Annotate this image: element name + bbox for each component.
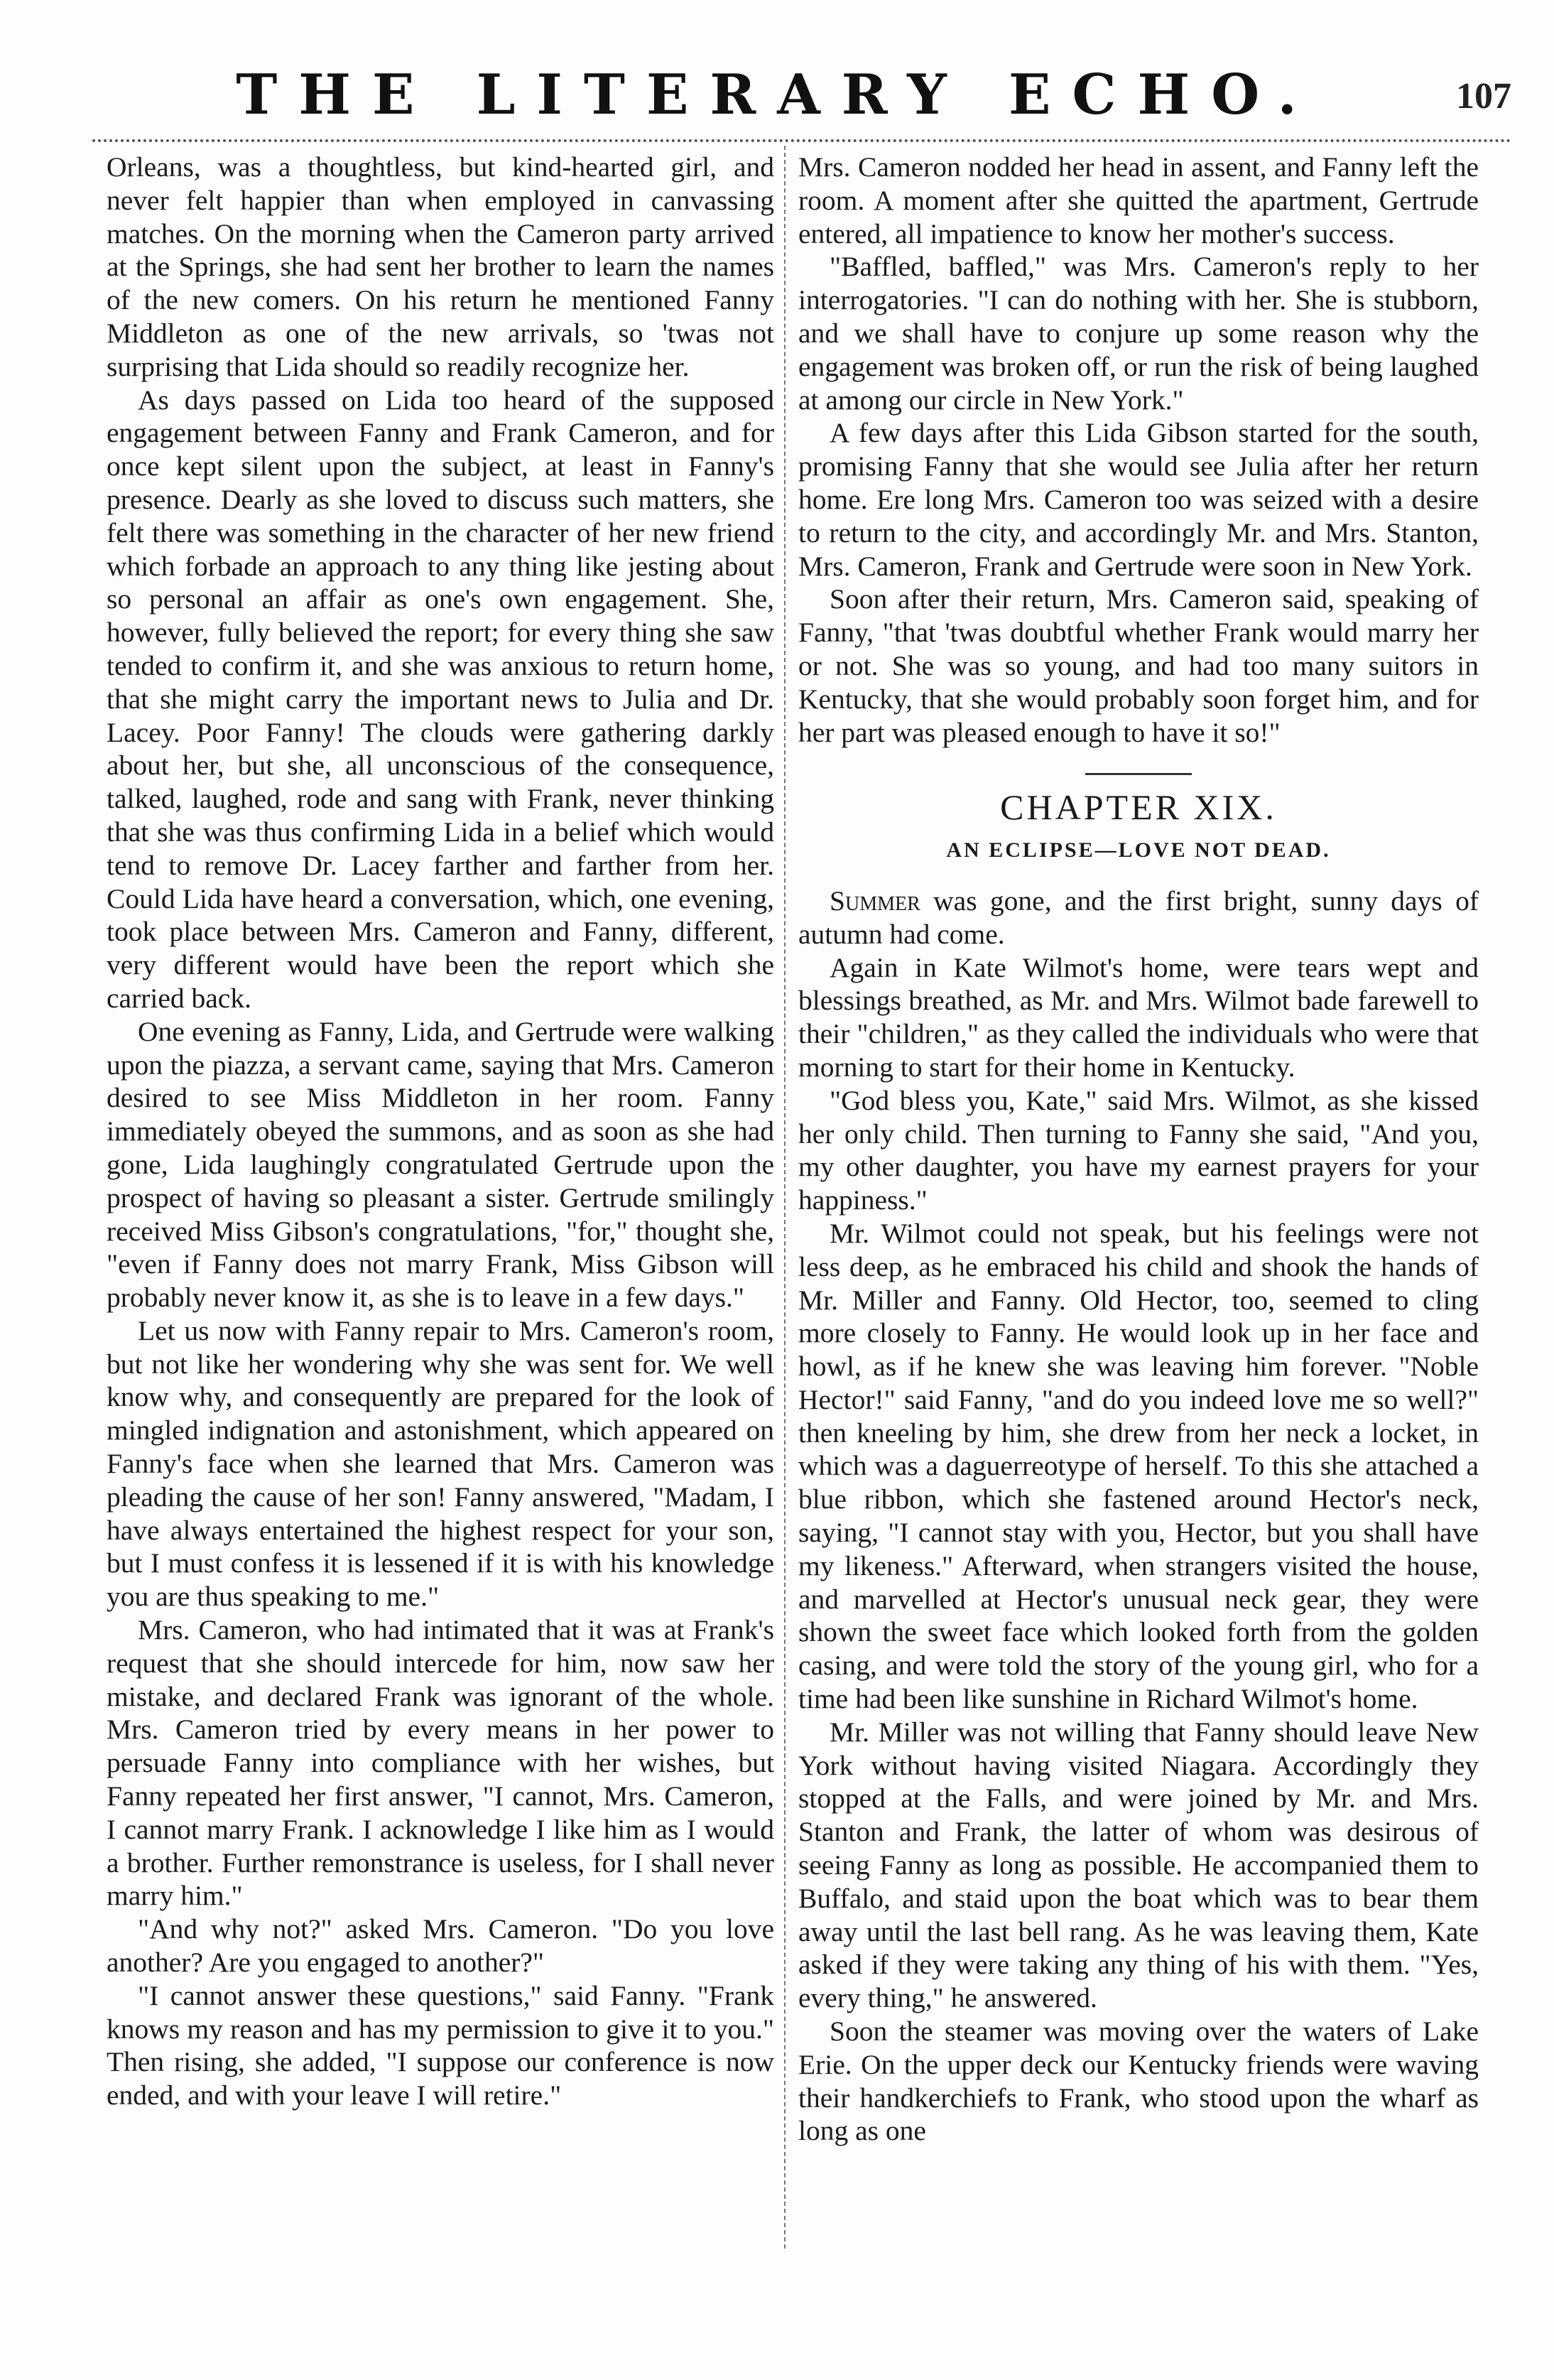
paragraph: Again in Kate Wilmot's home, were tears wept and blessings breathed, as Mr. and Mrs. Wilmot bade farewell to their "children," as they called the individuals who were that morning to start for their home in Kentucky. [798,951,1479,1083]
page-number: 107 [1456,76,1511,117]
chapter-opening-text: was gone, and the first bright, sunny days of autumn had come. [798,885,1479,950]
chapter-opening-paragraph [798,885,1479,951]
paragraph: "Baffled, baffled," was Mrs. Cameron's reply to her interrogatories. "I can do nothing with her. She is stubborn, and we shall have to conjure up some reason why the engagement was broken off, or run the risk of being laughed at among our circle in New York." [798,251,1479,416]
chapter-header [798,773,1479,867]
paragraph: Mrs. Cameron nodded her head in assent, and Fanny left the room. A moment after she quitted the apartment, Gertrude entered, all impatience to know her mother's success. [798,151,1479,249]
left-column [107,151,774,2112]
page-title: THE LITERARY ECHO. [236,63,1318,127]
chapter-opening-word: Summer [830,885,920,916]
paragraph: "And why not?" asked Mrs. Cameron. "Do you love another? Are you engaged to another?" [107,1913,774,1979]
paragraph: "I cannot answer these questions," said Fanny. "Frank knows my reason and has my permission to give it to you." Then rising, she added, "I suppose our conference is now ended, and with your leave I will retire." [107,1979,774,2111]
paragraph: A few days after this Lida Gibson started for the south, promising Fanny that she would see Julia after her return home. Ere long Mrs. Cameron too was seized with a desire to return to the city, and accordingly Mr. and Mrs. Stanton, Mrs. Cameron, Frank and Gertrude were soon in New York. [798,417,1479,582]
paragraph: Mr. Wilmot could not speak, but his feelings were not less deep, as he embraced his child and shook the hands of Mr. Miller and Fanny. Old Hector, too, seemed to cling more closely to Fanny. He would look up in her face and howl, as if he knew she was leaving him forever. "Noble Hector!" said Fanny, "and do you indeed love me so well?" then kneeling by him, she drew from her neck a locket, in which was a daguerreotype of herself. To this she attached a blue ribbon, which she fastened around Hector's neck, saying, "I cannot stay with you, Hector, but you shall have my likeness." Afterward, when strangers visited the house, and marvelled at Hector's unusual neck gear, they were shown the sweet face which looked forth from the golden casing, and were told the story of the young girl, who for a time had been like sunshine in Richard Wilmot's home. [798,1217,1479,1715]
right-column [798,151,1479,2148]
paragraph: One evening as Fanny, Lida, and Gertrude were walking upon the piazza, a servant came, saying that Mrs. Cameron desired to see Miss Middleton in her room. Fanny immediately obeyed the summons, and as soon as she had gone, Lida laughingly congratulated Gertrude upon the prospect of having so pleasant a sister. Gertrude smilingly received Miss Gibson's congratulations, "for," thought she, "even if Fanny does not marry Frank, Miss Gibson will probably never know it, as she is to leave in a few days." [107,1015,774,1314]
chapter-subtitle: AN ECLIPSE—LOVE NOT DEAD. [946,838,1331,862]
paragraph: Orleans, was a thoughtless, but kind-hearted girl, and never felt happier than when employed in canvassing matches. On the morning when the Cameron party arrived at the Springs, she had sent her brother to learn the names of the new comers. On his return he mentioned Fanny Middleton as one of the new arrivals, so 'twas not surprising that Lida should so readily recognize her. [107,151,774,382]
paragraph: As days passed on Lida too heard of the supposed engagement between Fanny and Frank Cameron, and for once kept silent upon the subject, at least in Fanny's presence. Dearly as she loved to discuss such matters, she felt there was something in the character of her new friend which forbade an approach to any thing like jesting about so personal an affair as one's own engagement. She, however, fully believed the report; for every thing she saw tended to confirm it, and she was anxious to return home, that she might carry the important news to Julia and Dr. Lacey. Poor Fanny! The clouds were gathering darkly about her, but she, all unconscious of the consequence, talked, laughed, rode and sang with Frank, never thinking that she was thus confirming Lida in a belief which would tend to remove Dr. Lacey farther and farther from her. Could Lida have heard a conversation, which, one evening, took place between Mrs. Cameron and Fanny, different, very different would have been the report which she carried back. [107,384,774,1014]
paragraph: Mr. Miller was not willing that Fanny should leave New York without having visited Niagara. Accordingly they stopped at the Falls, and were joined by Mr. and Mrs. Stanton and Frank, the latter of whom was desirous of seeing Fanny as long as possible. He accompanied them to Buffalo, and staid upon the boat which was to bear them away until the last bell rang. As he was leaving them, Kate asked if they were taking any thing of his with them. "Yes, every thing," he answered. [798,1716,1479,2014]
paragraph: Soon the steamer was moving over the waters of Lake Erie. On the upper deck our Kentucky friends were waving their handkerchiefs to Frank, who stood upon the wharf as long as one [798,2016,1479,2147]
masthead [0,63,1554,141]
paragraph: Let us now with Fanny repair to Mrs. Cameron's room, but not like her wondering why she was sent for. We well know why, and consequently are prepared for the look of mingled indignation and astonishment, which appeared on Fanny's face when she learned that Mrs. Cameron was pleading the cause of her son! Fanny answered, "Madam, I have always entertained the highest respect for your son, but I must confess it is lessened if it is with his knowledge you are thus speaking to me." [107,1314,774,1613]
column-divider [784,146,786,2249]
chapter-heading: CHAPTER XIX. [1000,787,1277,828]
paragraph: Mrs. Cameron, who had intimated that it was at Frank's request that she should intercede for him, now saw her mistake, and declared Frank was ignorant of the whole. Mrs. Cameron tried by every means in her power to persuade Fanny into compliance with her wishes, but Fanny repeated her first answer, "I cannot, Mrs. Cameron, I cannot marry Frank. I acknowledge I like him as I would a brother. Further remonstrance is useless, for I shall never marry him." [107,1614,774,1912]
header-rule [92,139,1511,142]
paragraph: "God bless you, Kate," said Mrs. Wilmot, as she kissed her only child. Then turning to Fanny she said, "And you, my other daughter, you have my earnest prayers for your happiness." [798,1084,1479,1216]
paragraph: Soon after their return, Mrs. Cameron said, speaking of Fanny, "that 'twas doubtful whether Frank would marry her or not. She was so young, and had too many suitors in Kentucky, that she would probably soon forget him, and for her part was pleased enough to have it so!" [798,583,1479,748]
chapter-rule [1085,773,1192,775]
